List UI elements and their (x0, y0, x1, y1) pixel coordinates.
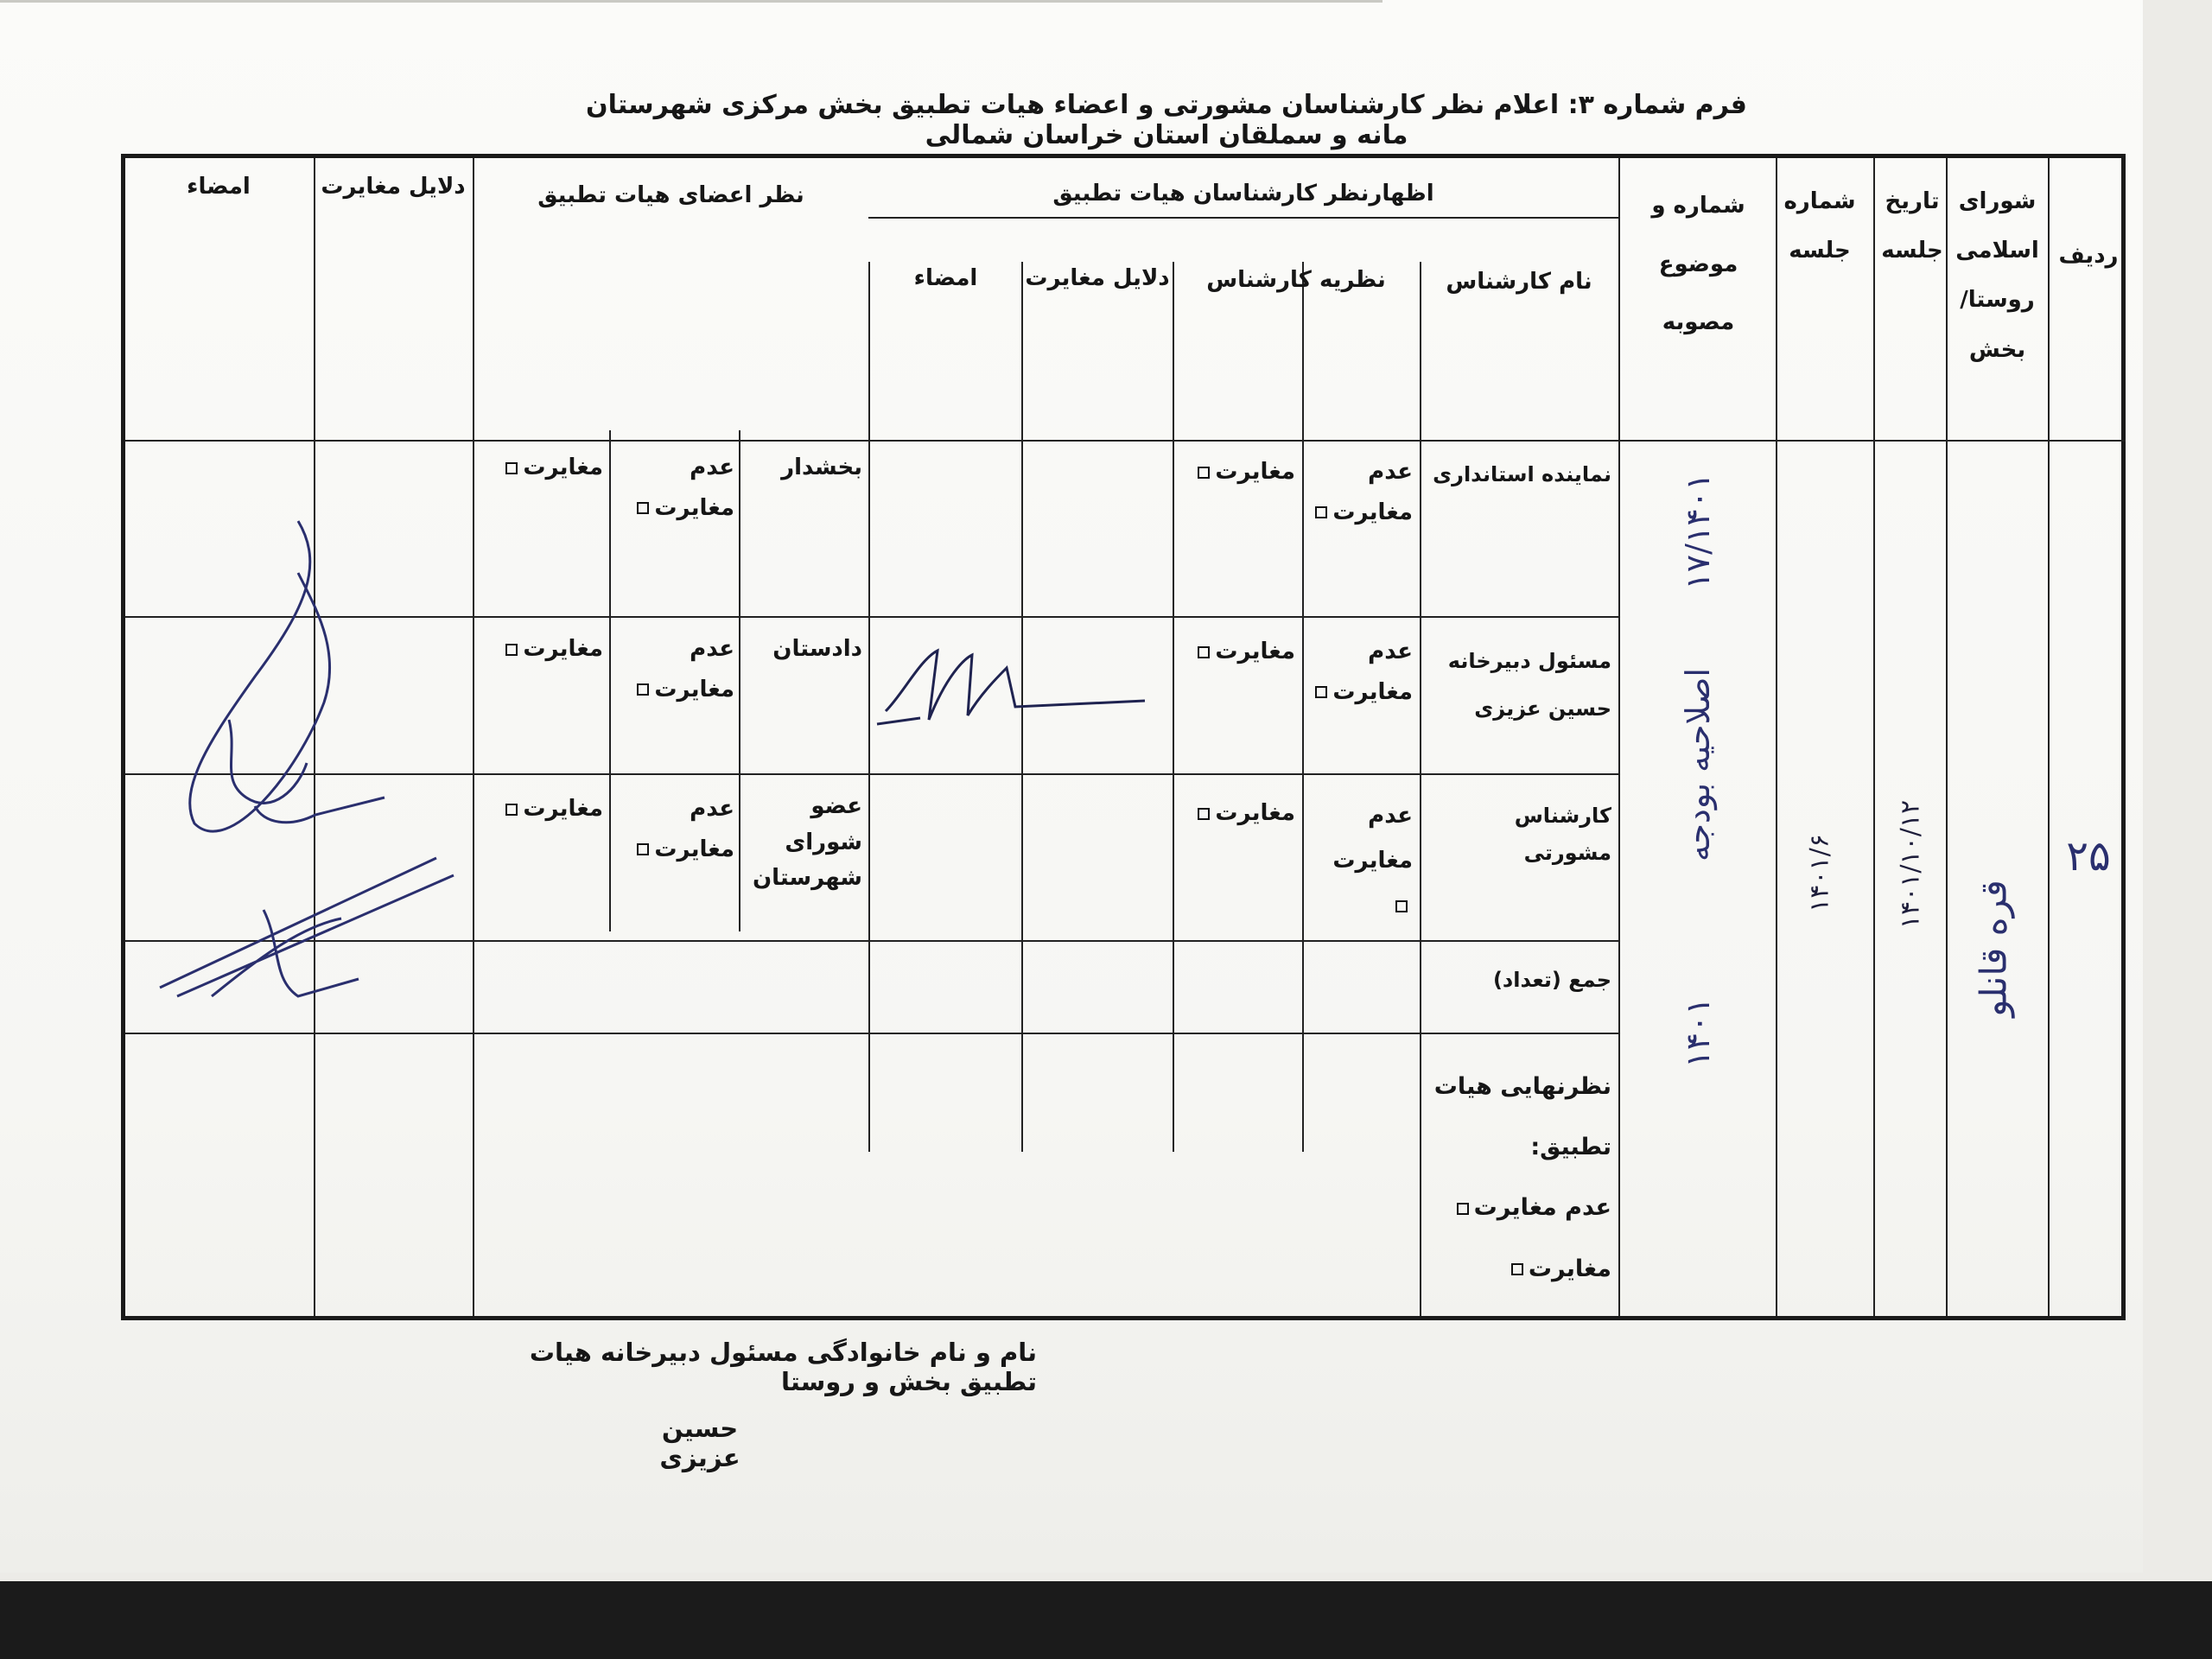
handwritten-tarikh: ۱۴۰۱/۱۰/۱۲ (1895, 799, 1926, 930)
line (739, 430, 741, 931)
desk-edge (0, 1581, 2212, 1659)
expert-adam-3: عدم مغایرت (1309, 793, 1413, 928)
member-adam-3: عدم مغایرت (613, 789, 734, 870)
checkbox-moghayerat[interactable] (1198, 808, 1210, 820)
top-edge (0, 0, 1382, 3)
line (1173, 262, 1174, 1152)
expert-adam-2: عدم مغایرت (1309, 632, 1413, 713)
header-mozoo: شماره و موضوع مصوبه (1651, 193, 1745, 336)
checkbox-final-adam[interactable] (1457, 1203, 1469, 1215)
header-expert-sign: امضاء (913, 265, 978, 291)
header-shora: شورای اسلامی روستا/ بخش (1955, 188, 2039, 363)
checkbox-adam[interactable] (1315, 506, 1327, 518)
final-opinion: نظرنهایی هیات تطبیق: عدم مغایرت مغایرت (1433, 1073, 1611, 1282)
member-name-3: عضو شورای شهرستان (752, 793, 862, 892)
member-adam-1: عدم مغایرت (613, 448, 734, 529)
line (1873, 158, 1875, 1316)
line (1302, 262, 1304, 1152)
signature-expert (868, 642, 1154, 746)
checkbox-moghayerat[interactable] (505, 804, 518, 816)
handwritten-mozoo-bottom: ۱۴۰۱ (1679, 997, 1717, 1068)
footer-label: نام و نام خانوادگی مسئول دبیرخانه هیات تطبیق بخش و روستا (529, 1338, 1037, 1396)
line (609, 430, 611, 931)
handwritten-shomare: ۱۴۰۱/۶ (1804, 834, 1835, 912)
checkbox-adam[interactable] (1395, 900, 1408, 912)
member-moghayerat-3: مغایرت (478, 789, 603, 830)
expert-name-2: مسئول دبیرخانه حسین عزیزی (1447, 649, 1611, 721)
header-radif: ردیف (2058, 243, 2119, 269)
handwritten-mozoo-mid: اصلاحیه بودجه (1679, 668, 1717, 861)
header-experts-group: اظهارنظر کارشناسان هیات تطبیق (1052, 181, 1434, 207)
expert-name-1: نماینده استانداری (1433, 462, 1611, 486)
checkbox-moghayerat[interactable] (505, 462, 518, 474)
footer-name: حسین عزیزی (659, 1414, 741, 1472)
header-expert-opinion: نظریه کارشناس (1206, 267, 1386, 293)
expert-moghayerat-2: مغایرت (1178, 632, 1295, 672)
header-members-sign: امضاء (187, 174, 251, 200)
expert-name-3: کارشناس مشورتی (1514, 804, 1611, 866)
member-name-2: دادستان (772, 636, 862, 662)
checkbox-moghayerat[interactable] (1198, 646, 1210, 658)
line (1618, 158, 1620, 1316)
signature-members (125, 391, 471, 1048)
expert-adam-1: عدم مغایرت (1309, 452, 1413, 533)
form-table (121, 154, 2126, 1320)
header-members-group: نظر اعضای هیات تطبیق (537, 182, 804, 208)
checkbox-adam[interactable] (637, 843, 649, 855)
header-expert-reasons: دلایل مغایرت (1025, 265, 1170, 291)
handwritten-mozoo-top: ۱۷/۱۴۰۱ (1679, 473, 1717, 590)
checkbox-adam[interactable] (1315, 686, 1327, 698)
total-label: جمع (تعداد) (1492, 968, 1611, 992)
expert-moghayerat-1: مغایرت (1178, 452, 1295, 493)
form-title: فرم شماره ۳: اعلام نظر کارشناسان مشورتی و اعضاء هیات تطبیق بخش مرکزی شهرستان مانه و سملقان استان خراسان شمالی (586, 90, 1747, 150)
header-members-reasons: دلایل مغایرت (321, 174, 466, 200)
expert-moghayerat-3: مغایرت (1178, 793, 1295, 834)
member-moghayerat-2: مغایرت (478, 629, 603, 670)
checkbox-adam[interactable] (637, 502, 649, 514)
line (1776, 158, 1777, 1316)
checkbox-final-moghayerat[interactable] (1511, 1263, 1523, 1275)
line (868, 217, 1618, 219)
member-adam-2: عدم مغایرت (613, 629, 734, 710)
member-moghayerat-1: مغایرت (478, 448, 603, 488)
line (473, 158, 474, 1316)
line (1946, 158, 1948, 1316)
handwritten-shora: قره قانلو (1972, 880, 2015, 1017)
line (2048, 158, 2050, 1316)
checkbox-moghayerat[interactable] (1198, 467, 1210, 479)
handwritten-radif: ۲۵ (2066, 832, 2111, 880)
header-expert-name: نام کارشناس (1446, 269, 1592, 295)
member-name-1: بخشدار (781, 454, 862, 480)
header-tarikh: تاریخ جلسه (1881, 188, 1943, 264)
checkbox-adam[interactable] (637, 683, 649, 696)
line (1420, 262, 1421, 1316)
checkbox-moghayerat[interactable] (505, 644, 518, 656)
header-shomare: شماره جلسه (1783, 188, 1856, 264)
